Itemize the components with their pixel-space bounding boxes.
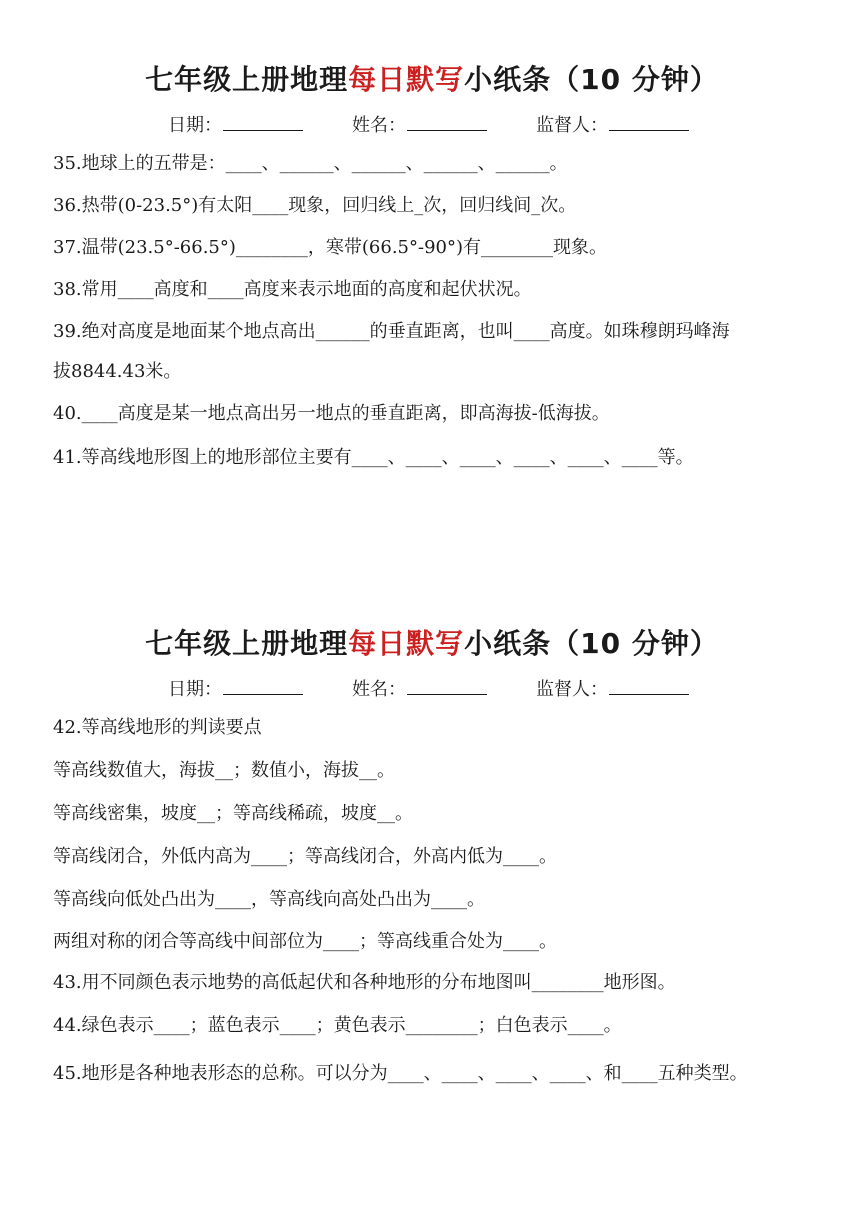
- sheet2-name-field: [352, 675, 488, 701]
- question-text: 等高线数值大，海拔__；数值小，海拔__。: [53, 760, 395, 781]
- question-text: 39.绝对高度是地面某个地点高出______的垂直距离，也叫____高度。如珠穆朗玛峰海: [53, 321, 730, 342]
- supervisor-label: 监督人：: [536, 115, 608, 136]
- sheet2-title-highlight: 每日默写: [348, 627, 465, 660]
- sheet1-title: [0, 58, 864, 98]
- question-line: [53, 357, 181, 383]
- question-text: 拔8844.43米。: [53, 361, 182, 382]
- question-line: [53, 443, 694, 469]
- sheet2-title: [0, 622, 864, 662]
- question-line: [53, 233, 607, 259]
- supervisor-blank: [609, 677, 689, 695]
- supervisor-blank: [609, 113, 689, 131]
- question-line: [53, 713, 262, 739]
- question-line: [53, 149, 568, 175]
- question-text: 45.地形是各种地表形态的总称。可以分为____、____、____、____、和____五种类型。: [53, 1063, 748, 1084]
- question-text: 35.地球上的五带是：____、______、______、______、______。: [53, 153, 568, 174]
- question-text: 等高线密集，坡度__；等高线稀疏，坡度__。: [53, 803, 413, 824]
- question-line: [53, 968, 676, 994]
- name-blank: [407, 677, 487, 695]
- question-text: 38.常用____高度和____高度来表示地面的高度和起伏状况。: [53, 279, 532, 300]
- sheet1-name-field: [352, 111, 488, 137]
- date-label: 日期：: [168, 115, 222, 136]
- question-text: 37.温带(23.5°-66.5°)________，寒带(66.5°-90°)有________现象。: [53, 237, 608, 258]
- sheet1-title-highlight: 每日默写: [348, 63, 465, 96]
- question-line: [53, 842, 557, 868]
- question-line: [53, 1011, 622, 1037]
- question-line: [53, 317, 730, 343]
- name-label: 姓名：: [352, 679, 406, 700]
- question-line: [53, 885, 485, 911]
- name-label: 姓名：: [352, 115, 406, 136]
- sheet2-title-c: 小纸条（10 分钟）: [464, 627, 719, 660]
- question-text: 43.用不同颜色表示地势的高低起伏和各种地形的分布地图叫________地形图。: [53, 972, 676, 993]
- question-line: [53, 399, 610, 425]
- question-text: 40.____高度是某一地点高出另一地点的垂直距离，即高海拔-低海拔。: [53, 403, 610, 424]
- question-line: [53, 756, 395, 782]
- question-line: [53, 1059, 748, 1085]
- sheet2-supervisor-field: [536, 675, 690, 701]
- question-text: 42.等高线地形的判读要点: [53, 717, 262, 738]
- sheet1-supervisor-field: [536, 111, 690, 137]
- question-line: [53, 275, 532, 301]
- question-text: 等高线闭合，外低内高为____；等高线闭合，外高内低为____。: [53, 846, 557, 867]
- sheet1-title-c: 小纸条（10 分钟）: [464, 63, 719, 96]
- question-line: [53, 799, 413, 825]
- question-text: 两组对称的闭合等高线中间部位为____；等高线重合处为____。: [53, 931, 557, 952]
- question-text: 41.等高线地形图上的地形部位主要有____、____、____、____、____、____等。: [53, 447, 694, 468]
- question-line: [53, 927, 557, 953]
- question-text: 44.绿色表示____；蓝色表示____；黄色表示________；白色表示____。: [53, 1015, 622, 1036]
- sheet1-title-a: 七年级上册地理: [145, 63, 349, 96]
- name-blank: [407, 113, 487, 131]
- supervisor-label: 监督人：: [536, 679, 608, 700]
- question-text: 36.热带(0-23.5°)有太阳____现象，回归线上_次，回归线间_次。: [53, 195, 577, 216]
- sheet2-date-field: [168, 675, 304, 701]
- date-blank: [223, 113, 303, 131]
- sheet2-title-a: 七年级上册地理: [145, 627, 349, 660]
- question-line: [53, 191, 576, 217]
- date-blank: [223, 677, 303, 695]
- question-text: 等高线向低处凸出为____，等高线向高处凸出为____。: [53, 889, 485, 910]
- date-label: 日期：: [168, 679, 222, 700]
- sheet1-date-field: [168, 111, 304, 137]
